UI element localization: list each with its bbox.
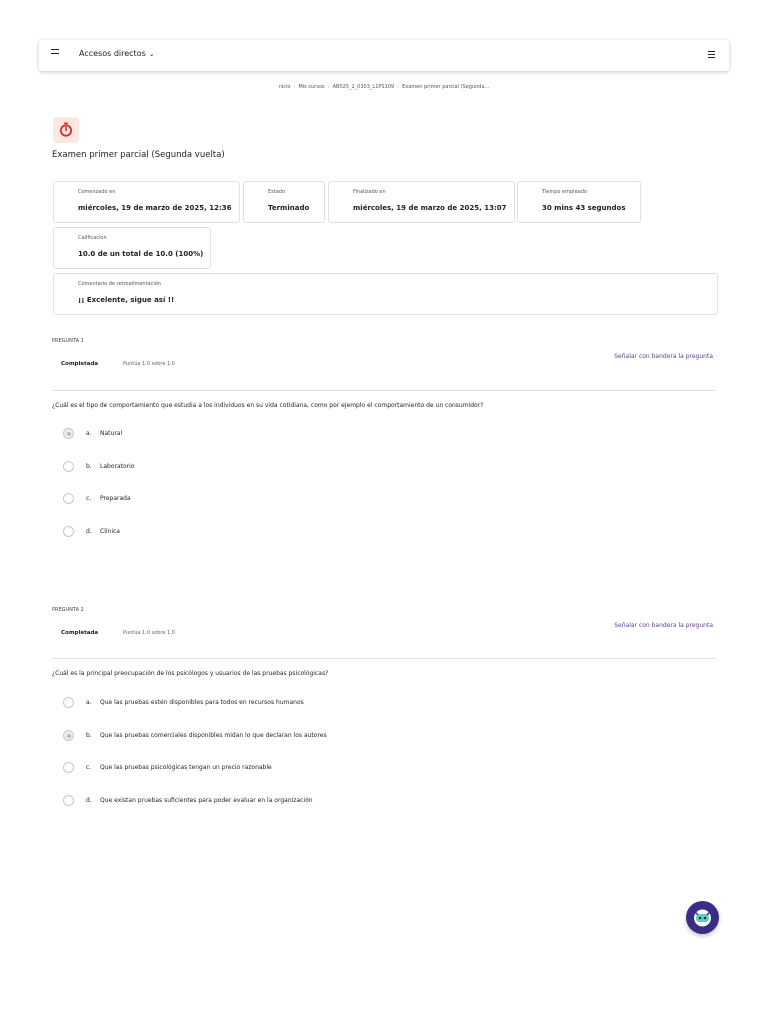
page-title: Examen primer parcial (Segunda vuelta) [52, 150, 225, 160]
shortcuts-dropdown[interactable] [79, 49, 155, 58]
divider [52, 658, 716, 659]
time-label: Tiempo empleado [542, 189, 587, 195]
question-number: PREGUNTA 1 [52, 338, 84, 344]
radio-button[interactable] [63, 428, 74, 439]
option-letter: a. [86, 699, 92, 706]
chat-assistant-icon[interactable] [686, 901, 719, 934]
breadcrumb-separator: › [397, 84, 400, 90]
stopwatch-icon [53, 117, 79, 143]
radio-button[interactable] [63, 461, 74, 472]
breadcrumb [0, 84, 768, 90]
breadcrumb-item-exam[interactable]: Examen primer parcial (Segunda... [402, 84, 490, 90]
radio-button[interactable] [63, 493, 74, 504]
started-value: miércoles, 19 de marzo de 2025, 12:36 [78, 204, 232, 212]
radio-button[interactable] [63, 762, 74, 773]
grade-box [53, 227, 211, 269]
hamburger-icon[interactable] [51, 49, 59, 58]
option-letter: a. [86, 430, 92, 437]
finished-box [328, 181, 515, 223]
question-grade: Puntúa 1.0 sobre 1.0 [123, 630, 175, 636]
time-box [517, 181, 641, 223]
question-state: Completada [61, 630, 99, 636]
option-text: Laboratorio [100, 463, 135, 470]
question-state: Completada [61, 361, 99, 367]
state-value: Terminado [268, 204, 310, 212]
drawer-menu-icon[interactable] [708, 51, 715, 60]
breadcrumb-separator: › [293, 84, 296, 90]
flag-question-link[interactable]: Señalar con bandera la pregunta [614, 622, 713, 629]
state-label: Estado [268, 189, 286, 195]
option-letter: c. [86, 495, 92, 502]
top-navbar [39, 40, 729, 71]
state-box [243, 181, 325, 223]
finished-label: Finalizado en [353, 189, 386, 195]
question-number: PREGUNTA 2 [52, 607, 84, 613]
feedback-box [53, 273, 718, 315]
option-letter: d. [86, 797, 92, 804]
option-text: Que existan pruebas suficientes para poder evaluar en la organización [100, 797, 313, 804]
radio-button[interactable] [63, 697, 74, 708]
breadcrumb-separator: › [327, 84, 330, 90]
grade-label: Calificación [78, 235, 107, 241]
divider [52, 390, 716, 391]
started-label: Comenzado en [78, 189, 116, 195]
feedback-label: Comentario de retroalimentación [78, 281, 161, 287]
option-text: Que las pruebas estén disponibles para todos en recursos humanos [100, 699, 304, 706]
started-box [53, 181, 240, 223]
feedback-value: ¡¡ Excelente, sigue así !! [78, 296, 175, 304]
question-text: ¿Cuál es la principal preocupación de los psicólogos y usuarios de las pruebas psicológicas? [52, 670, 329, 677]
option-text: Natural [100, 430, 123, 437]
question-text: ¿Cuál es el tipo de comportamiento que estudia a los individuos en su vida cotidiana, como por ejemplo el comportamiento de un consumidor? [52, 402, 484, 409]
breadcrumb-item-course[interactable]: AB025_2_0303_L1PS109 [332, 84, 395, 90]
grade-value: 10.0 de un total de 10.0 (100%) [78, 250, 204, 258]
option-text: Que las pruebas psicológicas tengan un precio razonable [100, 764, 272, 771]
option-text: Que las pruebas comerciales disponibles midan lo que declaran los autores [100, 732, 327, 739]
finished-value: miércoles, 19 de marzo de 2025, 13:07 [353, 204, 507, 212]
question-grade: Puntúa 1.0 sobre 1.0 [123, 361, 175, 367]
time-value: 30 mins 43 segundos [542, 204, 626, 212]
radio-button[interactable] [63, 730, 74, 741]
option-letter: b. [86, 732, 92, 739]
option-letter: b. [86, 463, 92, 470]
breadcrumb-item-home[interactable]: nicio [278, 84, 291, 90]
option-letter: c. [86, 764, 92, 771]
option-text: Clínica [100, 528, 120, 535]
chevron-down-icon: ⌄ [148, 50, 155, 58]
breadcrumb-item-my-courses[interactable]: Mis cursos [298, 84, 325, 90]
radio-button[interactable] [63, 795, 74, 806]
option-letter: d. [86, 528, 92, 535]
shortcuts-label: Accesos directos [79, 49, 146, 58]
radio-button[interactable] [63, 526, 74, 537]
flag-question-link[interactable]: Señalar con bandera la pregunta [614, 353, 713, 360]
option-text: Preparada [100, 495, 131, 502]
